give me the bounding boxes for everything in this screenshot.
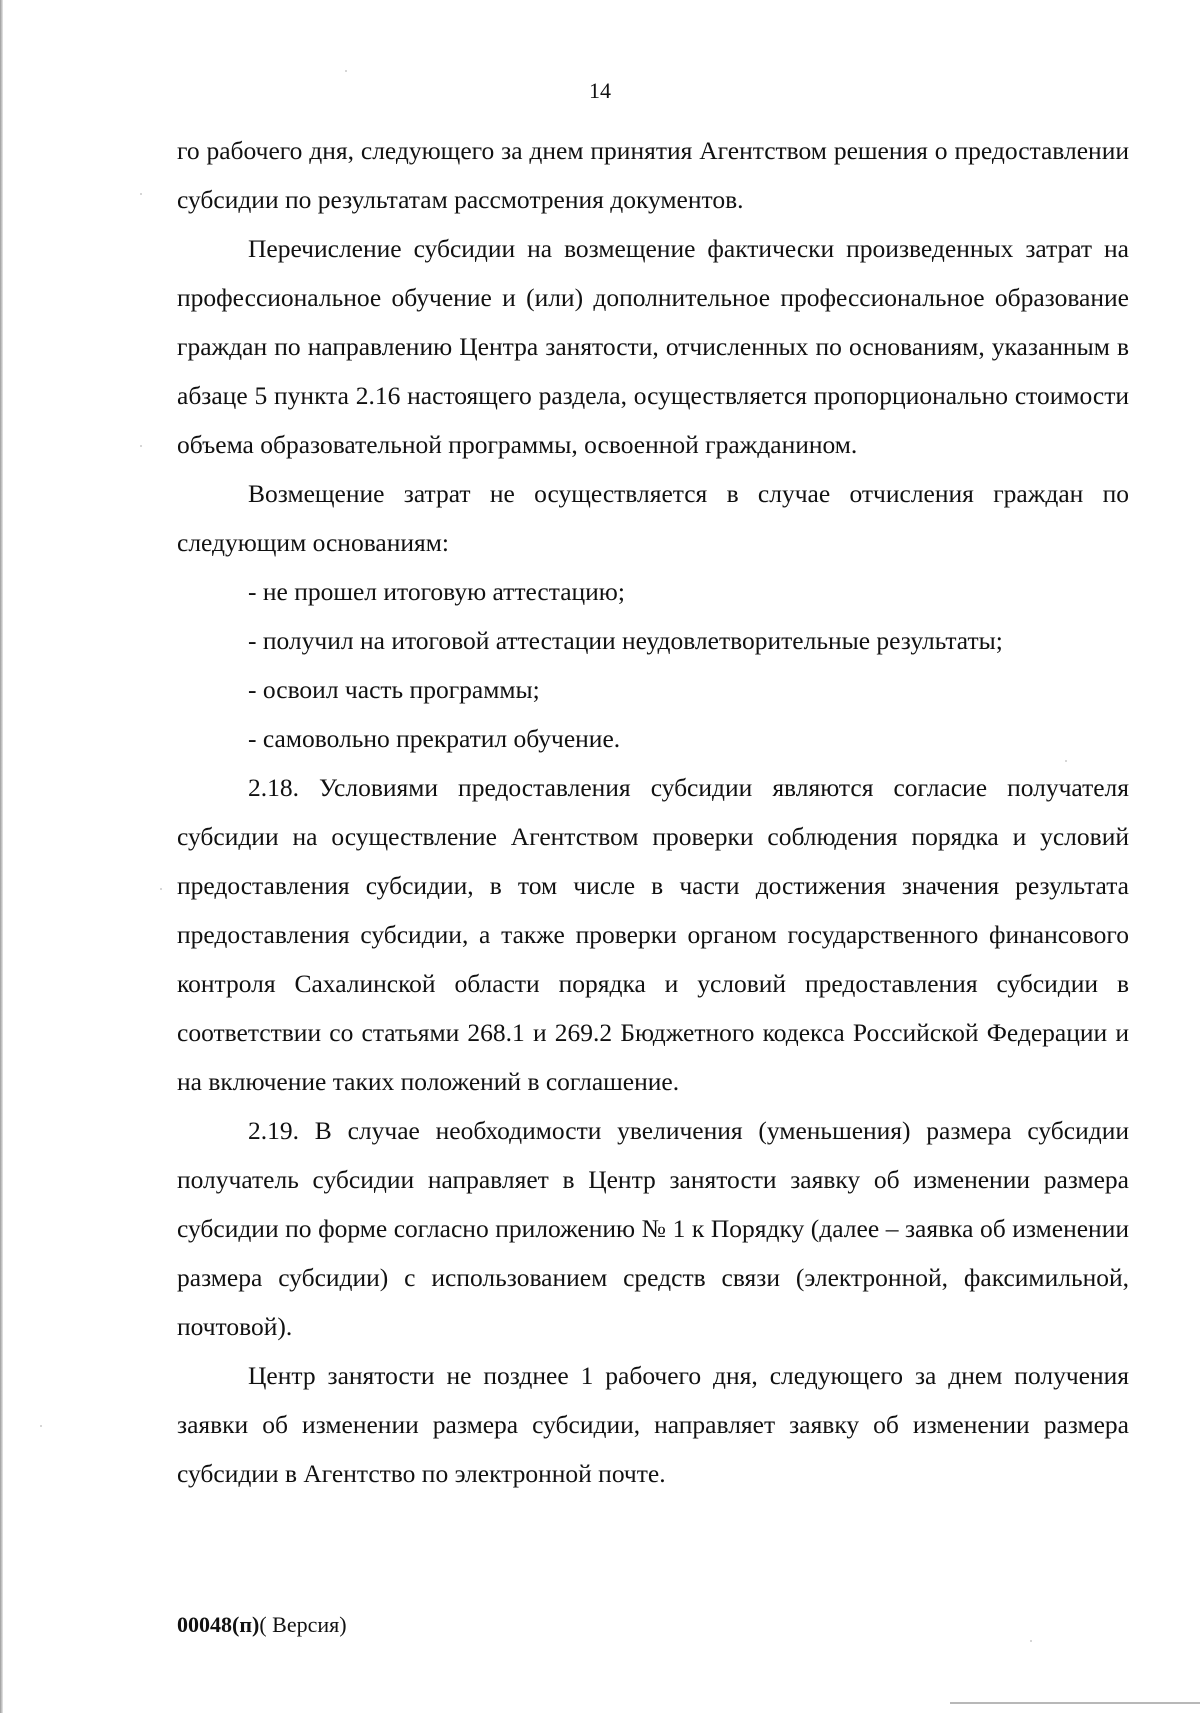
document-body [177,126,1129,1498]
list-item: - получил на итоговой аттестации неудовлетворительные результаты; [248,626,1003,655]
scan-speck [160,888,162,890]
list-item: - освоил часть программы; [248,675,540,704]
scan-edge-bottom [950,1702,1200,1704]
paragraph-transfer-subsidy: Перечисление субсидии на возмещение фактически произведенных затрат на профессиональное обучение и (или) дополнительное профессиональное образование граждан по направлению Центра занятости, отчисленных по основаниям, указанным в абзаце 5 пункта 2.16 настоящего раздела, осуществляется пропорционально стоимости объема образовательной программы, освоенной гражданином. [177,234,1129,459]
scan-speck [345,70,347,72]
scan-speck [40,1425,42,1427]
scan-speck [1030,1640,1032,1642]
paragraph-continuation: го рабочего дня, следующего за днем принятия Агентством решения о предоставлении субсидии по результатам рассмотрения документов. [177,136,1129,214]
paragraph-2-19: 2.19. В случае необходимости увеличения (уменьшения) размера субсидии получатель субсидии направляет в Центр занятости заявку об изменении размера субсидии по форме согласно приложению № 1 к Порядку (далее – заявка об изменении размера субсидии) с использованием средств связи (электронной, факсимильной, почтовой). [177,1116,1129,1341]
paragraph-no-reimbursement: Возмещение затрат не осуществляется в случае отчисления граждан по следующим основаниям: [177,479,1129,557]
page-number: 14 [589,78,611,103]
list-item: - не прошел итоговую аттестацию; [248,577,625,606]
version-label: ( Версия) [259,1612,347,1637]
list-item: - самовольно прекратил обучение. [248,724,621,753]
paragraph-employment-center: Центр занятости не позднее 1 рабочего дня, следующего за днем получения заявки об изменении размера субсидии, направляет заявку об изменении размера субсидии в Агентство по электронной почте. [177,1361,1129,1488]
scan-edge [0,0,3,1713]
paragraph-2-18: 2.18. Условиями предоставления субсидии являются согласие получателя субсидии на осуществление Агентством проверки соблюдения порядка и условий предоставления субсидии, в том числе в части достижения значения результата предоставления субсидии, а также проверки органом государственного финансового контроля Сахалинской области порядка и условий предоставления субсидии в соответствии со статьями 268.1 и 269.2 Бюджетного кодекса Российской Федерации и на включение таких положений в соглашение. [177,773,1129,1096]
scan-speck [140,445,142,447]
document-code: 00048(п) [177,1612,260,1637]
scan-speck [140,193,142,195]
document-footer [177,1612,347,1638]
